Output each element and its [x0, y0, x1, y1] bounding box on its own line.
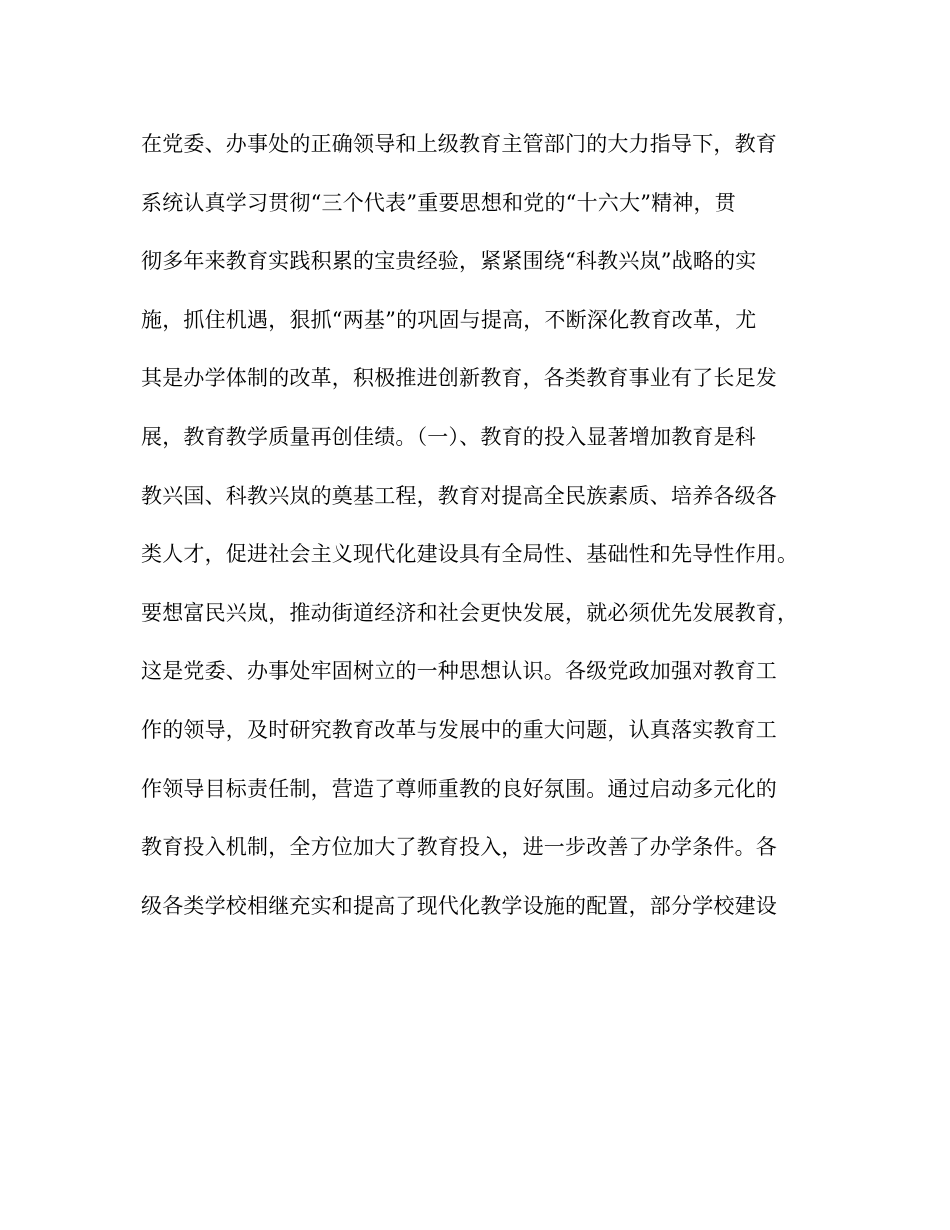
text-line: 作的领导，及时研究教育改革与发展中的重大问题，认真落实教育工: [141, 717, 777, 742]
text-line: 作领导目标责任制，营造了尊师重教的良好氛围。通过启动多元化的: [141, 776, 777, 801]
text-line: 展，教育教学质量再创佳绩。（一）、教育的投入显著增加教育是科: [141, 424, 756, 449]
text-line: 这是党委、办事处牢固树立的一种思想认识。各级党政加强对教育工: [141, 659, 777, 684]
text-line: 要想富民兴岚，推动街道经济和社会更快发展，就必须优先发展教育，: [141, 600, 799, 625]
text-line: 教兴国、科教兴岚的奠基工程，教育对提高全民族素质、培养各级各: [141, 483, 777, 508]
text-line: 在党委、办事处的正确领导和上级教育主管部门的大力指导下，教育: [141, 132, 777, 156]
text-line: 施，抓住机遇，狠抓“两基”的巩固与提高，不断深化教育改革，尤: [141, 307, 757, 332]
body-text: [141, 122, 821, 942]
text-line: 级各类学校相继充实和提高了现代化教学设施的配置，部分学校建设: [141, 893, 777, 918]
text-line: 教育投入机制，全方位加大了教育投入，进一步改善了办学条件。各: [141, 835, 777, 860]
text-line: 其是办学体制的改革，积极推进创新教育，各类教育事业有了长足发: [141, 366, 777, 391]
text-line: 系统认真学习贯彻“三个代表”重要思想和党的“十六大”精神，贯: [141, 190, 736, 215]
text-line: 类人才，促进社会主义现代化建设具有全局性、基础性和先导性作用。: [141, 542, 799, 567]
text-line: 彻多年来教育实践积累的宝贵经验，紧紧围绕“科教兴岚”战略的实: [141, 249, 757, 274]
